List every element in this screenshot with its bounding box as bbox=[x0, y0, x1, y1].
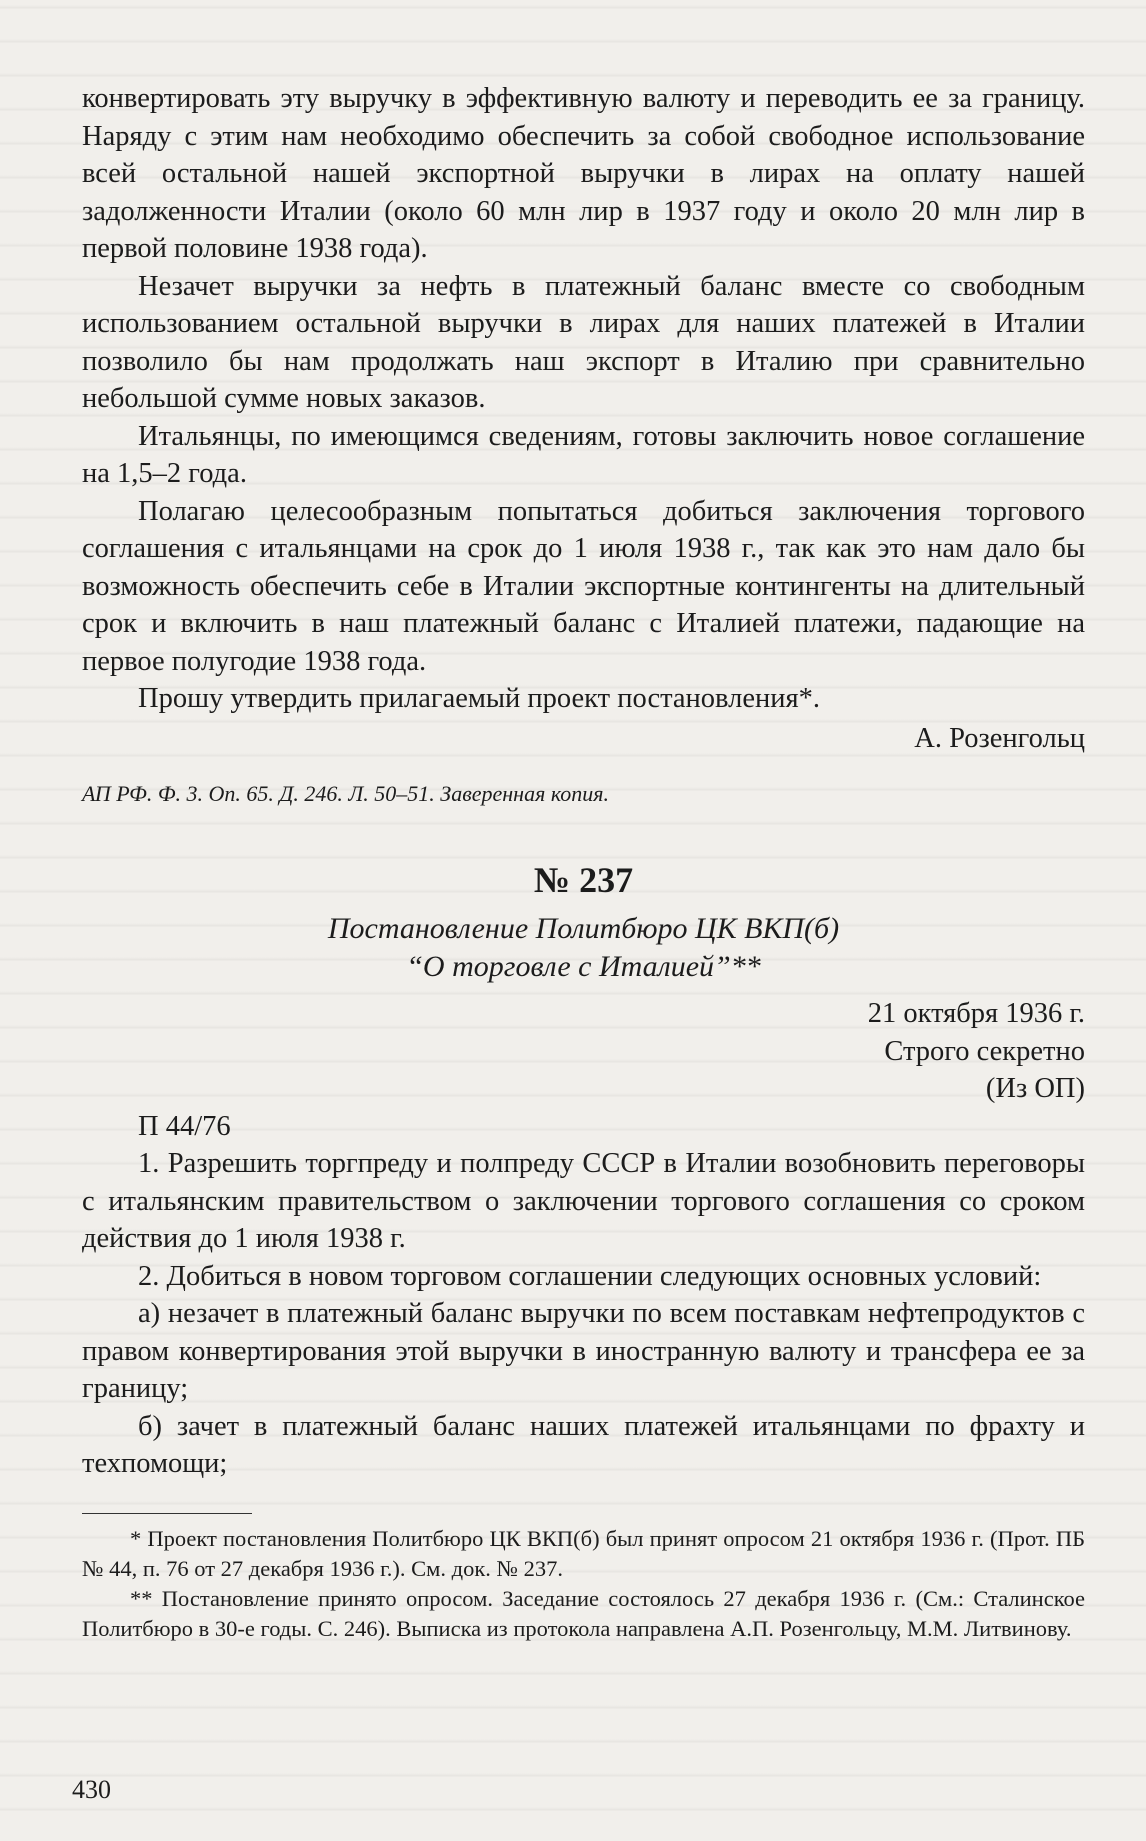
document-meta bbox=[82, 995, 1085, 1145]
document-page bbox=[82, 80, 1085, 1644]
document-date: 21 октября 1936 г. bbox=[867, 998, 1085, 1029]
letter-body bbox=[82, 80, 1085, 757]
resolution-paragraph: 2. Добиться в новом торговом соглашении следующих основных условий: bbox=[138, 1260, 1042, 1292]
resolution-paragraph: а) незачет в платежный баланс выручки по всем поставкам нефтепродуктов с правом конвертирования этой выручки в иностранную валюту и трансфера ее за границу; bbox=[82, 1298, 1085, 1404]
protocol-number: П 44/76 bbox=[138, 1110, 231, 1142]
paragraph: Полагаю целесообразным попытаться добиться заключения торгового соглашения с итальянцами на срок до 1 июля 1938 г., так как это нам дало бы возможность обеспечить себе в Италии экспортные контингенты на длительный срок и включить в наш платежный баланс с Италией платежи, падающие на первое полугодие 1938 года. bbox=[82, 495, 1085, 677]
signature: А. Розенгольц bbox=[914, 722, 1085, 754]
footnote: ** Постановление принято опросом. Заседание состоялось 27 декабря 1936 г. (См.: Сталинское Политбюро в 30-е годы. С. 246). Выписка из протокола направлена А.П. Розенгольцу, М.М. Литвинову. bbox=[82, 1585, 1085, 1641]
paragraph: Итальянцы, по имеющимся сведениям, готовы заключить новое соглашение на 1,5–2 года. bbox=[82, 420, 1085, 489]
paragraph: Прошу утвердить прилагаемый проект постановления*. bbox=[138, 683, 820, 714]
footnotes bbox=[82, 1524, 1085, 1644]
resolution-paragraph: 1. Разрешить торгпреду и полпреду СССР в Италии возобновить переговоры с итальянским правительством о заключении торгового соглашения со сроком действия до 1 июля 1938 г. bbox=[82, 1148, 1085, 1254]
document-title-line-2: “О торговле с Италией”** bbox=[406, 950, 761, 983]
secrecy-stamp: Строго секретно bbox=[884, 1035, 1085, 1067]
document-title-line-1: Постановление Политбюро ЦК ВКП(б) bbox=[327, 912, 840, 945]
paragraph: Незачет выручки за нефть в платежный баланс вместе со свободным использованием остальной выручки в лирах для наших платежей в Италии позволило бы нам продолжать наш экспорт в Италию при сравнительно небольшой сумме новых заказов. bbox=[82, 270, 1085, 414]
document-number: № 237 bbox=[533, 860, 634, 900]
footnote: * Проект постановления Политбюро ЦК ВКП(б) был принят опросом 21 октября 1936 г. (Прот. ПБ № 44, п. 76 от 27 декабря 1936 г.). См. док. № 237. bbox=[82, 1525, 1085, 1581]
page-number: 430 bbox=[72, 1775, 111, 1804]
archive-source-reference: АП РФ. Ф. 3. Оп. 65. Д. 246. Л. 50–51. Заверенная копия. bbox=[82, 781, 610, 806]
document-origin: (Из ОП) bbox=[985, 1073, 1085, 1104]
resolution-body bbox=[82, 1145, 1085, 1483]
footnote-divider bbox=[82, 1513, 252, 1514]
paragraph: конвертировать эту выручку в эффективную валюту и переводить ее за границу. Наряду с этим нам необходимо обеспечить за собой свободное использование всей остальной нашей экспортной выручки в лирах на оплату нашей задолженности Италии (около 60 млн лир в 1937 году и около 20 млн лир в первой половине 1938 года). bbox=[82, 83, 1085, 264]
resolution-paragraph: б) зачет в платежный баланс наших платежей итальянцами по фрахту и техпомощи; bbox=[82, 1410, 1085, 1479]
